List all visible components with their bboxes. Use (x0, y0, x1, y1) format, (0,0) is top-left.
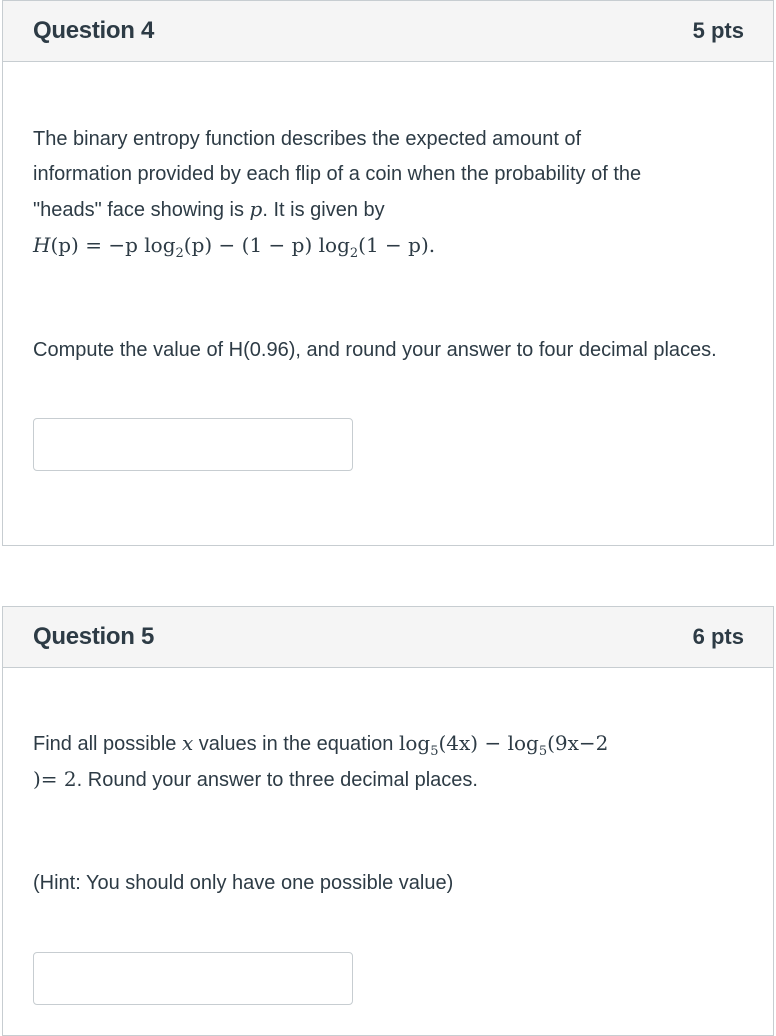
q5-text-pre: Find all possible (33, 733, 182, 755)
intro-line-3-post: . It is given by (262, 199, 385, 221)
question-5-card (2, 606, 774, 1036)
question-4-points: 5 pts (692, 18, 744, 43)
question-4-body (3, 122, 773, 471)
question-4-answer-input[interactable] (33, 418, 353, 471)
variable-p: p (249, 197, 263, 221)
q5-text-post: . Round your answer to three decimal places. (76, 769, 478, 791)
q5-text-mid: values in the equation (193, 733, 399, 755)
question-5-text (33, 726, 743, 798)
entropy-formula: H(p) = −p $\log_2(p) - (1 - p) \log_2(1 - p)$. (33, 233, 436, 261)
question-5-hint: (Hint: You should only have one possible value) (33, 872, 454, 894)
log-equation: $\log_5(4x) - \log_5(9x-2$ (398, 731, 609, 759)
variable-x: x (181, 731, 194, 755)
question-5-points: 6 pts (692, 624, 744, 649)
question-4-prompt: Compute the value of H(0.96), and round your answer to four decimal places. (33, 339, 717, 361)
intro-line-2: information provided by each flip of a coin when the probability of the (33, 163, 642, 185)
question-5-header (3, 607, 773, 668)
question-4-intro (33, 122, 743, 264)
question-5-title: Question 5 (33, 623, 155, 650)
log-equation-end: )= 2 (33, 767, 77, 791)
question-5-body (3, 726, 773, 1005)
question-4-card (2, 0, 774, 546)
question-4-title: Question 4 (33, 17, 155, 44)
intro-line-1: The binary entropy function describes the expected amount of (33, 128, 582, 150)
question-5-answer-input[interactable] (33, 952, 353, 1005)
question-4-header (3, 1, 773, 62)
intro-line-3-pre: "heads" face showing is (33, 199, 250, 221)
